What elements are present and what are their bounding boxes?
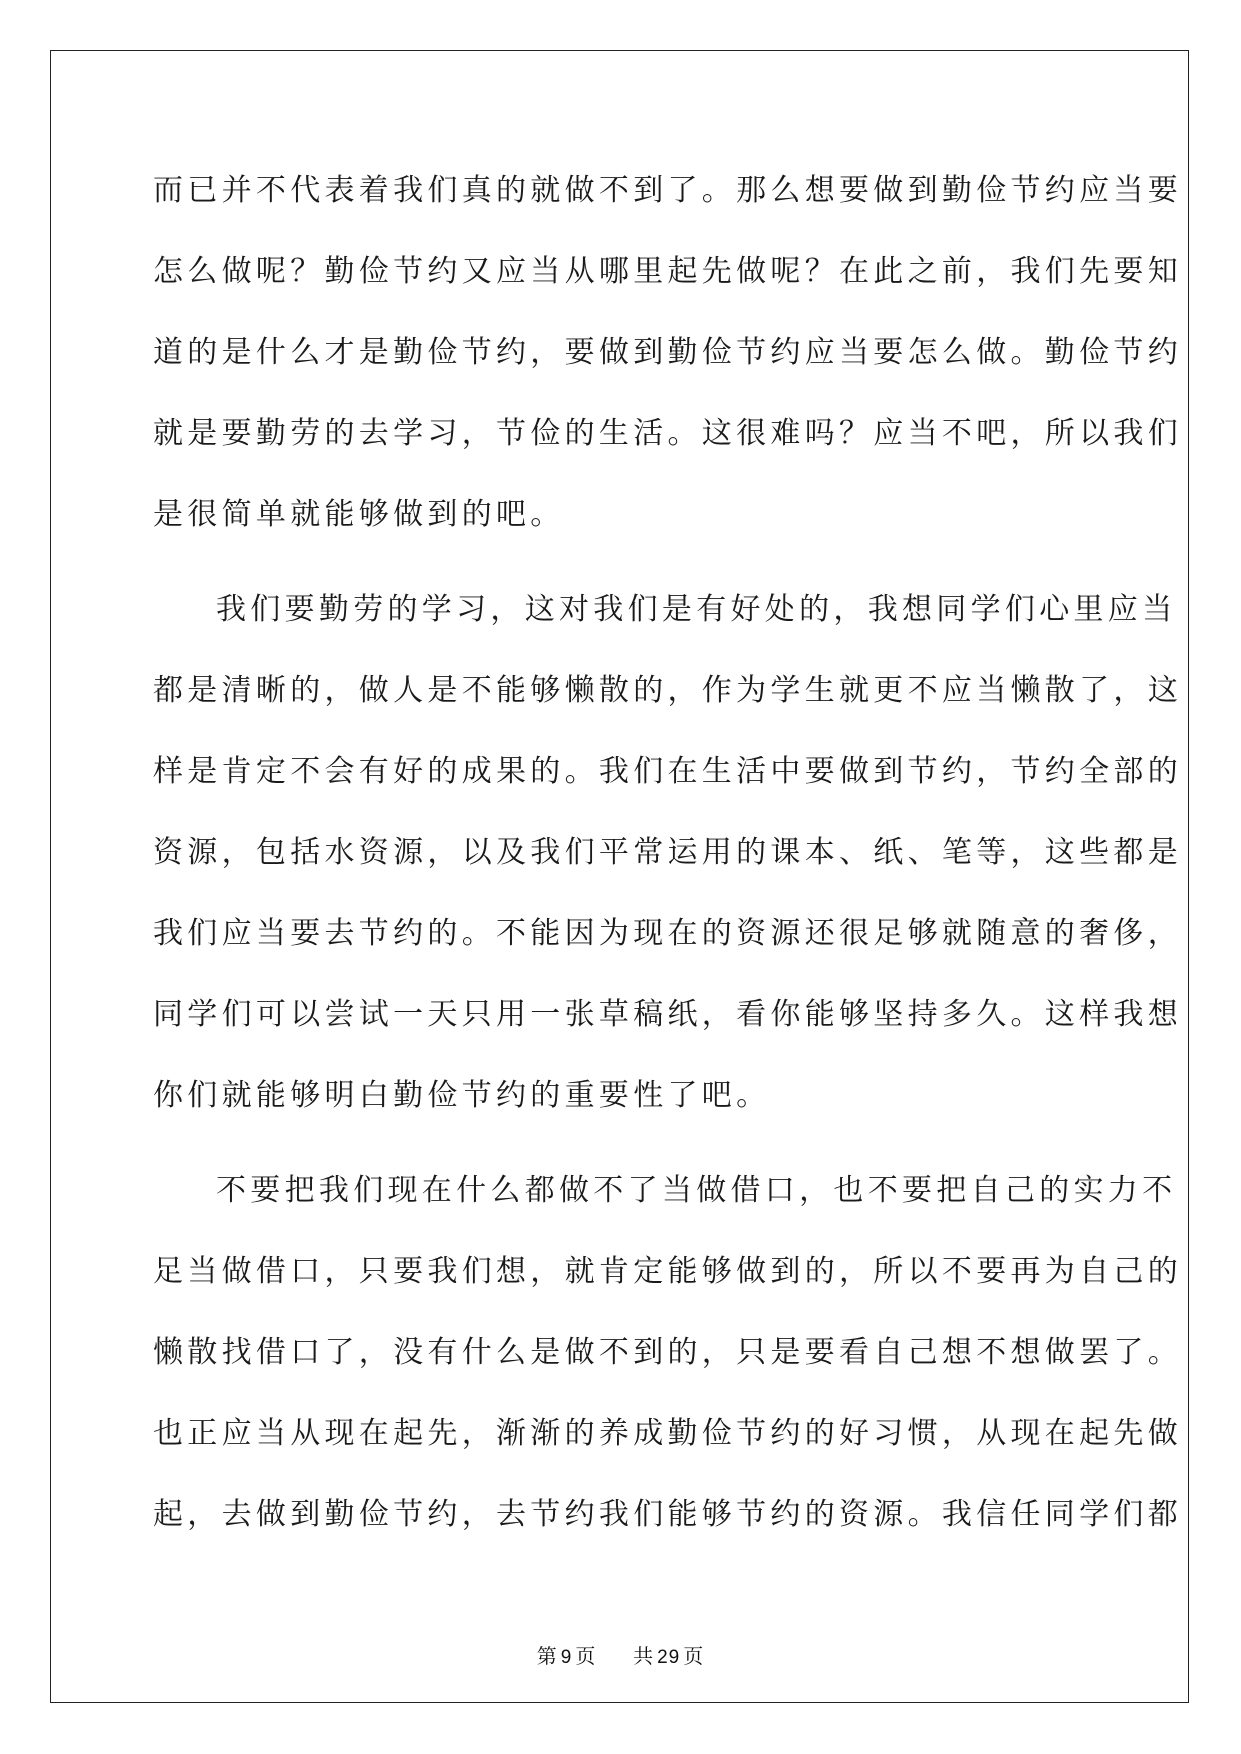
paragraph-2-line-4: 资源，包括水资源，以及我们平常运用的课本、纸、笔等，这些都是 xyxy=(153,835,1182,870)
page-total: 29 xyxy=(657,1647,681,1668)
total-unit: 页 xyxy=(683,1644,705,1668)
document-body xyxy=(153,163,1182,1568)
paragraph-3-line-5: 起，去做到勤俭节约，去节约我们能够节约的资源。我信任同学们都 xyxy=(153,1497,1182,1532)
paragraph-3-line-2: 足当做借口，只要我们想，就肯定能够做到的，所以不要再为自己的 xyxy=(153,1254,1182,1289)
page-current: 9 xyxy=(560,1647,573,1668)
paragraph-2-line-7: 你们就能够明白勤俭节约的重要性了吧。 xyxy=(153,1078,771,1113)
paragraph-3-line-1: 不要把我们现在什么都做不了当做借口，也不要把自己的实力不 xyxy=(216,1173,1177,1208)
paragraph-2-line-5: 我们应当要去节约的。不能因为现在的资源还很足够就随意的奢侈， xyxy=(153,916,1182,951)
page-indicator xyxy=(537,1640,597,1669)
paragraph-2-line-2: 都是清晰的，做人是不能够懒散的，作为学生就更不应当懒散了，这 xyxy=(153,673,1182,708)
page-unit: 页 xyxy=(575,1644,597,1668)
total-pages-indicator xyxy=(633,1640,704,1669)
paragraph-1-line-3: 道的是什么才是勤俭节约，要做到勤俭节约应当要怎么做。勤俭节约 xyxy=(153,335,1182,370)
page-prefix: 第 xyxy=(536,1644,558,1668)
paragraph-2-line-3: 样是肯定不会有好的成果的。我们在生活中要做到节约，节约全部的 xyxy=(153,754,1182,789)
paragraph-1-line-5: 是很简单就能够做到的吧。 xyxy=(153,497,565,532)
paragraph-3-line-3: 懒散找借口了，没有什么是做不到的，只是要看自己想不想做罢了。 xyxy=(153,1335,1182,1370)
page-footer xyxy=(0,1640,1241,1669)
total-prefix: 共 xyxy=(633,1644,655,1668)
paragraph-3-line-4: 也正应当从现在起先，渐渐的养成勤俭节约的好习惯，从现在起先做 xyxy=(153,1416,1182,1451)
paragraph-1-line-1: 而已并不代表着我们真的就做不到了。那么想要做到勤俭节约应当要 xyxy=(153,173,1182,208)
paragraph-2-line-6: 同学们可以尝试一天只用一张草稿纸，看你能够坚持多久。这样我想 xyxy=(153,997,1182,1032)
paragraph-1-line-4: 就是要勤劳的去学习，节俭的生活。这很难吗？应当不吧，所以我们 xyxy=(153,416,1182,451)
paragraph-1-line-2: 怎么做呢？勤俭节约又应当从哪里起先做呢？在此之前，我们先要知 xyxy=(153,254,1182,289)
paragraph-2-line-1: 我们要勤劳的学习，这对我们是有好处的，我想同学们心里应当 xyxy=(216,592,1177,627)
